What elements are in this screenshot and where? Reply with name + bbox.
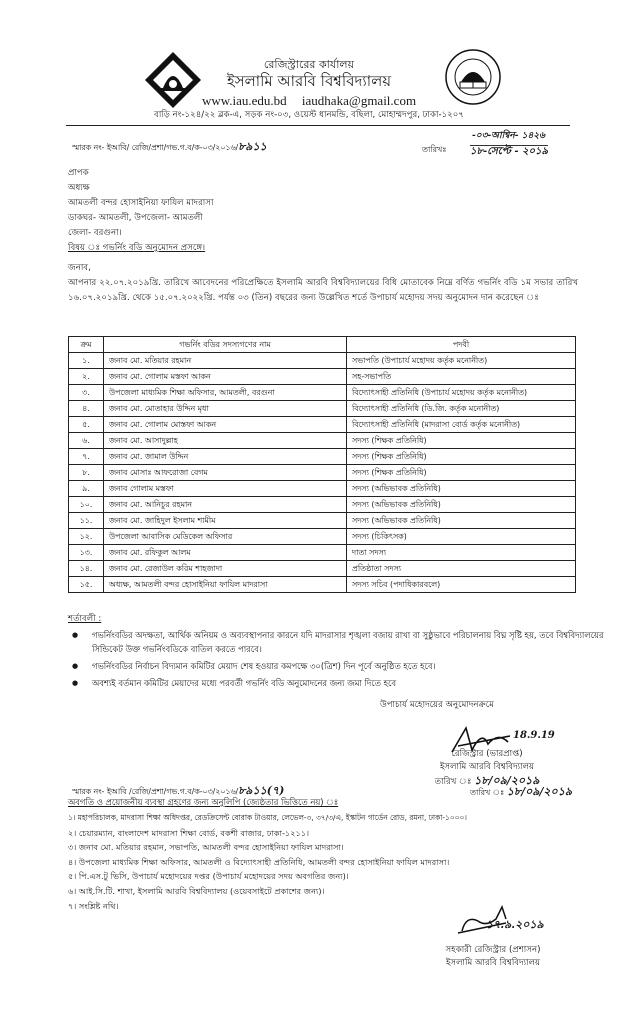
member-name: জনাব মো. আনিচুর রহমান <box>104 497 347 513</box>
salutation: জনাব, <box>68 263 91 273</box>
memo2-number-handwritten: ৮৯১১(৭) <box>238 784 285 797</box>
memo2-date-line <box>470 785 572 799</box>
recipient-line: আমতলী বন্দর হোসাইনিয়া ফাযিল মাদরাসা <box>68 198 214 208</box>
member-designation: বিদ্যোৎসাহী প্রতিনিধি (উপাচার্য মহোদয় কর্তৃক মনোনীত) <box>347 385 576 401</box>
header-divider <box>66 125 570 126</box>
recipient-line: ডাকঘর- আমতলী, উপজেলা- আমতলী <box>68 213 203 223</box>
table-row <box>69 385 576 401</box>
member-designation: সহ-সভাপতি <box>347 369 576 385</box>
member-designation: সদস্য (শিক্ষক প্রতিনিধি) <box>347 433 576 449</box>
date-bangla-calendar: -০৩-আশ্বিন- ১৪২৬ <box>472 131 546 141</box>
memo2-date: ১৮/০৯/২০১৯ <box>506 785 572 798</box>
header-serial: ক্রম <box>69 337 104 353</box>
member-serial: ৫. <box>69 417 104 433</box>
body-paragraph: আপনার ২২.০৭.২০১৯খ্রি. তারিখে আবেদনের পরিপ্রেক্ষিতে ইসলামি আরবি বিশ্ববিদ্যালয়ের বিধি মোতাবেক নিম্নে বর্ণিত গভর্নিং বডি ১ম সভার তারিখ ১৬.০৭.২০১৯খ্রি. থেকে ১৫.০৭.২০২২খ্রি. পর্যন্ত ০৩ (তিন) বছরের জন্য উল্লেখিত শর্তে উপাচার্য মহোদয় সদয় অনুমোদন দান করেছেন ঃ <box>68 278 578 303</box>
memo2-number <box>72 784 284 798</box>
cc-item: ৬। আই.সি.টি. শাখা, ইসলামি আরবি বিশ্ববিদ্যালয় (ওয়েবসাইটে প্রকাশের জন্য)। <box>68 885 325 896</box>
registrar-date-label: তারিখ ঃ <box>434 777 472 787</box>
member-name: জনাব মো. আসাদুল্লাহ <box>104 433 347 449</box>
registrar-university: ইসলামি আরবি বিশ্ববিদ্যালয় <box>439 762 535 772</box>
member-designation: প্রতিষ্ঠাতা সদস্য <box>347 561 576 577</box>
table-row <box>69 353 576 369</box>
member-name: জনাব মো. মতিয়ার রহমান <box>104 353 347 369</box>
cc-item: ১। মহাপরিচালক, মাদরাসা শিক্ষা অধিদপ্তর, রেডক্রিসেন্ট বোরাক টাওয়ার, লেভেল-৩, ৩৭/৩/এ, ইস্কাটন গার্ডেন রোড, রমনা, ঢাকা-১০০০। <box>68 813 467 822</box>
memo2-date-label: তারিখ ঃ <box>470 788 505 797</box>
memo-number <box>72 140 267 154</box>
member-designation: সদস্য (শিক্ষক প্রতিনিধি) <box>347 465 576 481</box>
terms-list <box>68 628 604 693</box>
member-designation: সভাপতি (উপাচার্য মহোদয় কর্তৃক মনোনীত) <box>347 353 576 369</box>
memo2-number-printed: স্মারক নং- ইআবি /রেজি/প্রশা/গভ.গ.ব/ক-০৩/২০১৬/ <box>72 787 239 796</box>
cc-item: ২। চেয়ারম্যান, বাংলাদেশ মাদরাসা শিক্ষা বোর্ড, বকশী বাজার, ঢাকা-১২১১। <box>68 827 310 838</box>
member-serial: ৬. <box>69 433 104 449</box>
member-designation: বিদ্যোৎসাহী প্রতিনিধি (ডি.জি. কর্তৃক মনোনীত) <box>347 401 576 417</box>
member-serial: ৯. <box>69 481 104 497</box>
member-name: জনাব মোসাঃ আফরোজা বেগম <box>104 465 347 481</box>
member-name: অধ্যক্ষ, আমতলী বন্দর হোসাইনিয়া ফাযিল মাদরাসা <box>104 577 347 593</box>
member-name: জনাব মো. জাহিদুল ইসলাম শামীম <box>104 513 347 529</box>
registrar-sign-date: 18.9.19 <box>513 730 555 741</box>
member-serial: ১৫. <box>69 577 104 593</box>
member-serial: ১৩. <box>69 545 104 561</box>
member-designation: সদস্য সচিব (পদাধিকারবলে) <box>347 577 576 593</box>
registrar-office-heading: রেজিস্ট্রারের কার্যালয় <box>263 58 355 71</box>
member-serial: ১. <box>69 353 104 369</box>
member-name: জনাব মো. জামাল উদ্দিন <box>104 449 347 465</box>
date-label: তারিখঃ <box>422 145 447 154</box>
university-name-heading: ইসলামি আরবি বিশ্ববিদ্যালয় <box>226 72 392 90</box>
date-gregorian: ১৮-সেপ্টে - ২০১৯ <box>470 146 549 157</box>
cc-item: ৫। পি.এস.টু ভিসি, উপাচার্য মহোদয়ের দপ্তর (উপাচার্য মহোদয়ের সদয় অবগতির জন্য)। <box>68 871 349 882</box>
member-serial: ১৪. <box>69 561 104 577</box>
term-item: ● গভর্নিংবডির অদক্ষতা, আর্থিক অনিয়ম ও অব্যবস্থাপনার কারনে যদি মাদরাসার শৃঙ্খলা বজায় রাখা বা সুষ্ঠুভাবে পরিচালনায় বিঘ্ন সৃষ্টি হয়, তবে বিশ্ববিদ্যালয়ের সিন্ডিকেট উক্ত গভর্নিংবডিকে বাতিল করতে পারবে। <box>92 628 604 656</box>
terms-title: শর্তাবলী : <box>68 614 102 624</box>
website-link[interactable]: www.iau.edu.bd <box>201 93 287 108</box>
recipient-line: অধ্যক্ষ <box>68 183 90 193</box>
header-member-name: গভর্নিং বডির সদস্যগণের নাম <box>104 337 347 353</box>
table-row <box>69 545 576 561</box>
recipient-line: জেলা- বরগুনা। <box>68 228 122 238</box>
table-row <box>69 465 576 481</box>
member-serial: ১০. <box>69 497 104 513</box>
recipient-label: প্রাপক <box>68 168 89 178</box>
memo-number-handwritten: ৮৯১১ <box>238 140 267 153</box>
member-name: উপজেলা মাধ্যমিক শিক্ষা অফিসার, আমতলী, বরগুনা <box>104 385 347 401</box>
assistant-sign-date: ১৭.৯.২০১৯ <box>486 918 544 931</box>
member-serial: ৮. <box>69 465 104 481</box>
table-row <box>69 497 576 513</box>
member-serial: ৪. <box>69 401 104 417</box>
assistant-registrar-block <box>418 944 568 970</box>
assistant-registrar-university: ইসলামি আরবি বিশ্ববিদ্যালয় <box>445 958 541 968</box>
subject-line: বিষয় ঃ গভর্নিং বডি অনুমোদন প্রসঙ্গে। <box>68 243 206 253</box>
member-designation: বিদ্যোৎসাহী প্রতিনিধি (মাদরাসা বোর্ড কর্তৃক মনোনীত) <box>347 417 576 433</box>
table-row <box>69 513 576 529</box>
table-row <box>69 417 576 433</box>
member-designation: দাতা সদস্য <box>347 545 576 561</box>
email-link[interactable]: iaudhaka@gmail.com <box>301 93 417 108</box>
contact-line <box>0 93 618 109</box>
table-row <box>69 529 576 545</box>
letterhead-address: বাড়ি নং-১২৪/২২ ব্লক-এ, সড়ক নং-০৩, ওয়েস্ট ধানমন্ডি, বছিলা, মোহাম্মদপুর, ঢাকা-১২০৭ <box>154 110 464 120</box>
table-row <box>69 481 576 497</box>
table-header-row <box>69 337 576 353</box>
member-designation: সদস্য (অভিভাবক প্রতিনিধি) <box>347 481 576 497</box>
table-row <box>69 401 576 417</box>
memo-number-printed: স্মারক নং- ইআবি/ রেজি/প্রশা/গভ.গ.ব/ক-০৩/২০১৬/ <box>72 143 239 152</box>
madrasa-seal-logo <box>444 48 502 106</box>
table-row <box>69 577 576 593</box>
member-designation: সদস্য (অভিভাবক প্রতিনিধি) <box>347 497 576 513</box>
member-serial: ৭. <box>69 449 104 465</box>
member-name: জনাব মো. গোলাম মোস্তফা আকন <box>104 417 347 433</box>
member-designation: সদস্য (শিক্ষক প্রতিনিধি) <box>347 449 576 465</box>
recipient-block <box>68 168 213 258</box>
assistant-registrar-title: সহকারী রেজিস্ট্রার (প্রশাসন) <box>445 945 541 955</box>
member-name: জনাব মো. গোলাম মস্তফা আকন <box>104 369 347 385</box>
member-name: উপজেলা আবাসিক মেডিকেল অফিসার <box>104 529 347 545</box>
header-designation: পদবী <box>347 337 576 353</box>
table-row <box>69 433 576 449</box>
registrar-title: রেজিস্ট্রার (ভারপ্রাপ্ত) <box>451 749 523 759</box>
term-item: ● অবশ্যই বর্তমান কমিটির মেয়াদের মধ্যে পরবর্তী গভর্নিং বডি অনুমোদনের জন্য জমা দিতে হবে <box>92 676 604 690</box>
cc-title: অবগতি ও প্রয়োজনীয় ব্যবস্থা গ্রহণের জন্য অনুলিপি (জ্যেষ্ঠতার ভিত্তিতে নয়) ঃ <box>68 797 339 807</box>
registrar-date: ১৮/০৯/২০১৯ <box>474 774 540 787</box>
member-serial: ১১. <box>69 513 104 529</box>
member-name: জনাব গোলাম মস্তফা <box>104 481 347 497</box>
cc-item: ৭। সংশ্লিষ্ট নথি। <box>68 900 119 911</box>
member-serial: ৩. <box>69 385 104 401</box>
cc-item: ৪। উপজেলা মাধ্যমিক শিক্ষা অফিসার, আমতলী ও বিদ্যোৎসাহী প্রতিনিধি, আমতলী বন্দর হোসাইনিয়া ফাযিল মাদরাসা। <box>68 856 450 867</box>
approval-note: উপাচার্য মহোদয়ের অনুমোদনক্রমে <box>380 700 494 710</box>
governing-body-members-table <box>68 336 576 593</box>
member-designation: সদস্য (চিকিৎসক) <box>347 529 576 545</box>
member-serial: ২. <box>69 369 104 385</box>
member-name: জনাব মো. মোতাহার উদ্দিন মৃধা <box>104 401 347 417</box>
table-row <box>69 449 576 465</box>
cc-item: ৩। জনাব মো. মতিয়ার রহমান, সভাপতি, আমতলী বন্দর হোসাইনিয়া ফাযিল মাদরাসা। <box>68 842 344 853</box>
member-designation: সদস্য (অভিভাবক প্রতিনিধি) <box>347 513 576 529</box>
member-name: জনাব মো. রফিকুল আলম <box>104 545 347 561</box>
term-item: ● গভর্নিংবডির নির্বাচন বিদ্যমান কমিটির মেয়াদ শেষ হওয়ার কমপক্ষে ৩০(ত্রিশ) দিন পূর্বে অনুষ্ঠিত হতে হবে। <box>92 659 604 673</box>
table-row <box>69 561 576 577</box>
registrar-block <box>412 748 562 789</box>
cc-list <box>68 811 467 913</box>
table-row <box>69 369 576 385</box>
member-name: জনাব মো. রেজাউল করিম শাহজাদা <box>104 561 347 577</box>
member-serial: ১২. <box>69 529 104 545</box>
